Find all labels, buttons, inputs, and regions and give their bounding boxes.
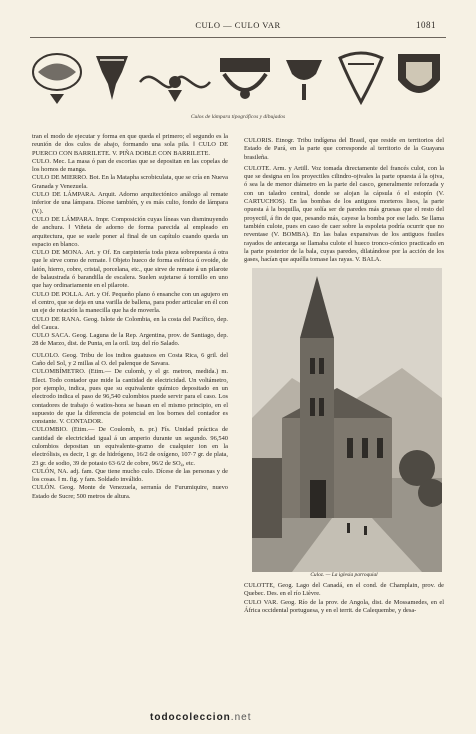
entry: CULO DE POLLA. Art. y Of. Pequeño plano ó ensanche con un agujero en el centro, que se deja en una varilla de ballena, para poder articular en él con un eje de rotación la manecilla que ha de moverla.	[32, 290, 228, 315]
entry: CULÓN, NA. adj. fam. Que tiene mucho culo. Dícese de las personas y de los cosas. ‖ m. fig. y fam. Soldado inválido.	[32, 467, 228, 484]
entry: tran el modo de ejecutar y forma en que queda el primero; el segundo es la reunión de dos culos de abajo, formando una sola pila. ‖ CULO DE PUERCO CON BARRILETE. V. PIÑA DOBLE CON BARRILETE.	[32, 133, 228, 157]
entry: CULO. Mec. La masa ó pan de escorias que se depositan en las copelas de los hornos de manga.	[32, 157, 228, 174]
entry: CULO DE RANA. Geog. Islote de Colombia, en la costa del Pacífico, dep. del Cauca.	[32, 315, 228, 331]
entry: CULO DE LÁMPARA. Arquit. Adorno arquitectónico análogo al remate inferior de una lámpara. Dícese también, y es más culto, fondo de lámpara (V.).	[32, 191, 228, 215]
ornament-floral	[138, 60, 212, 104]
watermark	[0, 706, 476, 730]
ornament-wreath	[216, 54, 274, 106]
church-illustration	[252, 268, 442, 572]
entry: CULO DE LÁMPARA. Impr. Composición cuyas líneas van disminuyendo de anchura. ‖ Viñeta de adorno de forma parecida al empleado en arquitectura, que se suele poner al final de un capítulo cuando queda un espacio en blanco.	[32, 215, 228, 248]
ornament-shield	[392, 50, 446, 108]
watermark-domain: .net	[230, 712, 252, 723]
entry: CULOMBIO. (Etim.— De Coulomb, n. pr.) Fís. Unidad práctica de cantidad de electricidad igual á un amperio durante un segundo. 96,540 culombios depositan un equivalente-gramo de cualquier ion en la electrólisis, es decir, 1 gr. de hidrógeno, 16/2 de oxígeno, 107·7 gr. de plata, 23 gr. de sodio, 39 de potasio 63·6/2 de cobre, 96/2 de SO₄, etc.	[32, 426, 228, 467]
entry: CULOLO. Geog. Tribu de los indios guatusos en Costa Rica, 6 gril. del Caño del Sol, y 2 millas al O. del palenque de Savara.	[32, 351, 228, 368]
ornament-scroll	[334, 50, 388, 106]
entry: CULO DE MIERRO. Bot. En la Matapha scrobiculata, que se cría en Nueva Granada y Venezuela.	[32, 174, 228, 190]
entry: CULORIS. Etnogr. Tribu indígena del Brasil, que reside en territorios del Estado de Pará, en la parte que corresponde al territorio de la Guayana brasileña.	[244, 137, 444, 161]
left-column	[32, 133, 228, 501]
header-title: CULO — CULO VAR	[195, 20, 281, 30]
ornament-vase	[280, 56, 328, 104]
photo-caption: Culoz. — La iglesia parroquial	[310, 572, 378, 578]
ornaments-strip	[30, 46, 446, 114]
entry: CULO DE MONA. Art. y Of. En carpintería toda pieza sobrepuesta á otra que le sirve como de remate. ‖ Objeto hueco de forma esférica ú ovoide, de latón, hierro, cobre, cristal, porcelana, etc., que sirve de remate á un pilarote de balaustrada ó barandilla de escalera. Suelen sujetarse á tornillo en uno que hay ordinariamente en el pilarote.	[32, 249, 228, 290]
header-rule	[30, 37, 446, 38]
watermark-name: todocoleccion	[150, 712, 231, 723]
page-number: 1081	[416, 20, 436, 30]
ornament-left	[30, 50, 84, 106]
ornament-caption: Culos de lámpara tipográficos y dibujados	[190, 114, 286, 120]
running-header	[0, 20, 476, 34]
entry: CULOTE. Arm. y Artill. Voz tomada directamente del francés culot, con la que se designa en los proyectiles cilindro-ojivales la parte opuesta á la ojiva, ó sea la de menor diámetro en la parte del casco, generalmente reforzada y con un taladro central, donde se alojan la cápsula ó el estopín (V. CARTUCHOS). En las bombas de los antiguos morteros lisos, la parte opuesta á la boquilla, que solía ser de paredes más gruesas que el resto del proyectil, á fin de que, pesando más, cayese la bomba por ese lado. Se llama también culote, pues en caso de caer sobre la espoleta podría ocurrir que no reventase (V. BOMBA). En las balas expansivas de los antiguos fusiles rayados de antecarga se llamaba culote el hueco tronco-cónico practicado en la parte posterior de la bala, cuyas paredes, dilatándose por la acción de los gases, hacían que aquélla tomase las rayas. V. BALA.	[244, 164, 444, 264]
right-column-bottom	[244, 582, 444, 615]
watermark-logo	[150, 712, 251, 723]
entry: CULÓN. Geog. Monte de Venezuela, serranía de Furumiquire, nuevo Estado de Sucre; 500 metros de altura.	[32, 484, 228, 500]
entry: CULOMBÍMETRO. (Etim.— De culomb, y el gr. metron, medida.) m. Elect. Todo contador que mide la cantidad de electricidad. Un voltámetro, por ejemplo, indica, pues que su equivalente químico depositado en un electrodo indica el paso de 96,540 culombios puede servir para el caso. Los contadores de trabajo ó watios-hora se basan en el mismo principio, en el supuesto de que la diferencia de potencial en los bornes del contador es constante. V. CONTADOR.	[32, 368, 228, 426]
church-photo	[252, 268, 442, 572]
entry: CULO VAR. Geog. Río de la prov. de Angola, dist. de Mossamedes, en el África occidental portuguesa, y en el territ. de Calequembe, y desa-	[244, 598, 444, 614]
entry: CULO SACA. Geog. Laguna de la Rep. Argentina, prov. de Santiago, dep. 28 de Marzo, dist. de Punta, en la oril. izq. del río Salado.	[32, 332, 228, 348]
entry: CULOTTE, Geog. Lago del Canadá, en el cond. de Champlain, prov. de Quebec. Des. en el río Lièvre.	[244, 582, 444, 598]
right-column	[244, 137, 444, 264]
ornament-lamp	[92, 52, 132, 104]
